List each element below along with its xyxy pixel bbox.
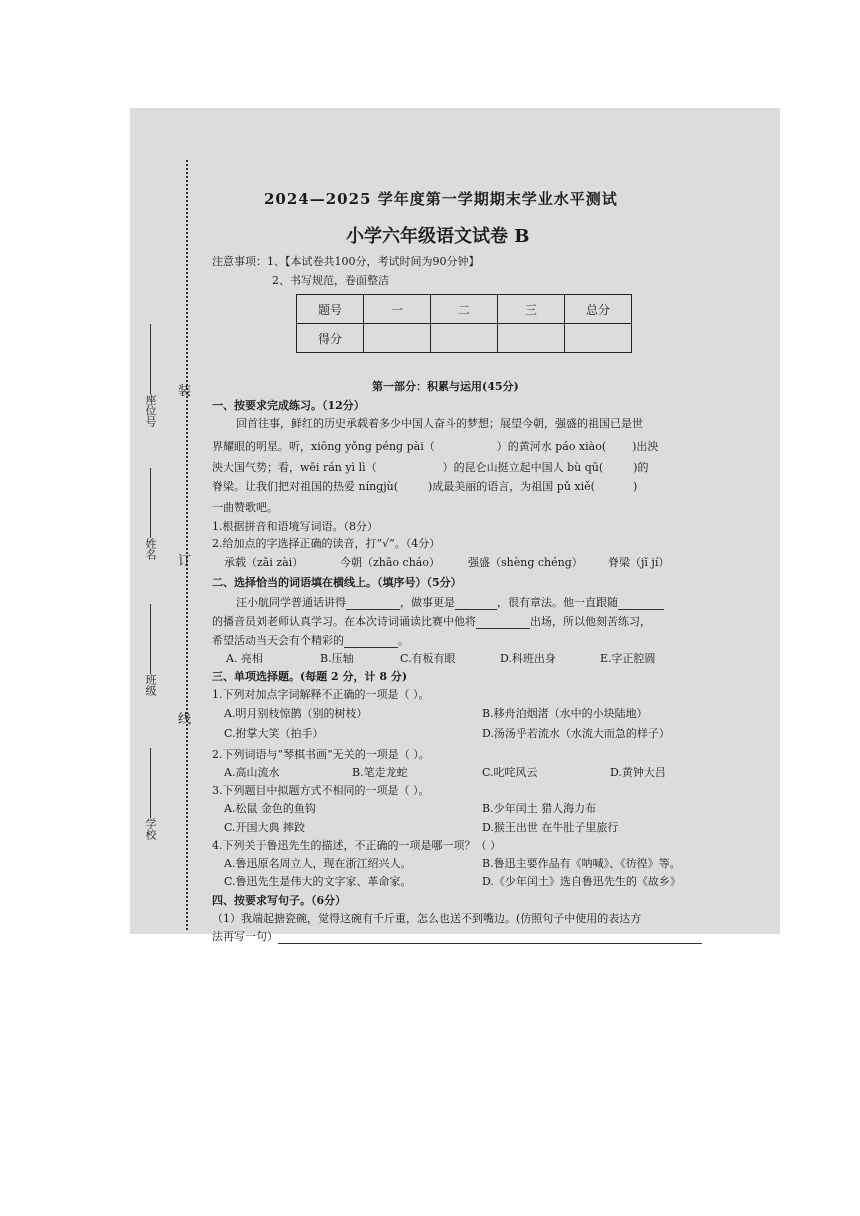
- binding-mark-zhuang: 装: [178, 384, 192, 399]
- q3-question-1: 1.下列对加点字词解释不正确的一项是（ ）。: [212, 688, 430, 701]
- q1-paragraph-line: 一曲赞歌吧。: [212, 501, 278, 514]
- q1-subquestion-2: 2.给加点的字选择正确的读音，打“√”。（4分）: [212, 537, 441, 550]
- q3-option[interactable]: C.鲁迅先生是伟大的文字家、革命家。: [224, 875, 412, 888]
- note-line-2: 2、书写规范，卷面整洁: [272, 274, 389, 287]
- score-cell[interactable]: [498, 324, 565, 353]
- exam-title: 2024—2025 学年度第一学期期末学业水平测试: [264, 190, 618, 208]
- part1-title: 第一部分：积累与运用(45分): [372, 380, 519, 393]
- q3-option[interactable]: C.开国大典 摔跤: [224, 821, 306, 834]
- q2-option: A. 亮相: [226, 652, 263, 665]
- q3-title: 三、单项选择题。(每题 2 分，计 8 分): [212, 670, 408, 683]
- score-table: [296, 294, 632, 353]
- q3-option[interactable]: A.明月别枝惊鹊（别的树枝）: [224, 707, 368, 720]
- q2-option: B.压轴: [320, 652, 354, 665]
- score-header-cell: 三: [498, 295, 565, 324]
- q3-question-2: 2.下列词语与“琴棋书画”无关的一项是（ ）。: [212, 748, 430, 761]
- score-header-cell: 总分: [565, 295, 632, 324]
- q3-option[interactable]: C.叱咤风云: [482, 766, 538, 779]
- q2-line: [212, 613, 651, 629]
- text: ）的黄河水 páo xiào(: [496, 440, 607, 453]
- class-field[interactable]: 班级: [142, 600, 158, 696]
- q3-option[interactable]: B.移舟泊烟渚（水中的小块陆地）: [482, 707, 648, 720]
- q2-option: C.有板有眼: [400, 652, 456, 665]
- q4-prompt-line: [212, 928, 702, 944]
- score-header-cell: 二: [431, 295, 498, 324]
- score-table-header-row: [297, 295, 632, 324]
- q1-paragraph-line: [212, 438, 658, 454]
- text: 脊梁。让我们把对祖国的热爱 níngjù(: [212, 480, 399, 493]
- text: )出泱: [632, 440, 659, 453]
- q2-option: E.字正腔圆: [600, 652, 656, 665]
- q3-option[interactable]: A.鲁迅原名周立人，现在浙江绍兴人。: [224, 857, 412, 870]
- q4-prompt-line: （1）我端起搪瓷碗，觉得这碗有千斤重，怎么也送不到嘴边。(仿照句子中使用的表达方: [212, 912, 642, 925]
- note-line-1: 注意事项：1、【本试卷共100分，考试时间为90分钟】: [212, 255, 480, 268]
- q1-paragraph-line: 回首往事，鲜红的历史承载着多少中国人奋斗的梦想；展望今朝，强盛的祖国已是世: [236, 417, 643, 430]
- answer-blank[interactable]: [455, 609, 497, 610]
- answer-blank[interactable]: [618, 609, 664, 610]
- answer-line[interactable]: [278, 943, 702, 944]
- binding-mark-ding: 订: [178, 554, 192, 569]
- exam-paper: [130, 108, 780, 943]
- text: 界耀眼的明星。听，xiōng yǒng péng pài（: [212, 440, 435, 453]
- text: )的: [633, 461, 649, 474]
- text: ，很有章法。他一直跟随: [497, 596, 618, 609]
- q3-option[interactable]: C.拊掌大笑（拍手）: [224, 727, 324, 740]
- binding-mark-xian: 线: [178, 712, 192, 727]
- text: 出场，所以他刻苦练习，: [530, 615, 651, 628]
- q1-option[interactable]: 强盛（shèng chéng）: [468, 556, 583, 569]
- score-table-score-row: [297, 324, 632, 353]
- q1-paragraph-line: [212, 459, 648, 475]
- q3-question-4: 4.下列关于鲁迅先生的描述，不正确的一项是哪一项？（ ）: [212, 839, 501, 852]
- text: ）的昆仑山挺立起中国人 bù qū(: [442, 461, 604, 474]
- text: )成最美丽的语言，为祖国 pǔ xiě(: [428, 480, 595, 493]
- q3-option[interactable]: B.鲁迅主要作品有《呐喊》、《彷徨》等。: [482, 857, 681, 870]
- q1-subquestion-1: 1.根据拼音和语境写词语。（8分）: [212, 520, 378, 533]
- name-field[interactable]: 姓名: [142, 464, 158, 560]
- q3-option[interactable]: D.黄钟大吕: [610, 766, 666, 779]
- answer-blank[interactable]: [476, 628, 530, 629]
- binding-dotted-line: [186, 160, 188, 930]
- text: 汪小航同学普通话讲得: [236, 596, 346, 609]
- q3-option[interactable]: A.高山流水: [224, 766, 280, 779]
- q1-option[interactable]: 今朝（zhāo cháo）: [340, 556, 440, 569]
- q3-option[interactable]: D.《少年闰土》选自鲁迅先生的《故乡》: [482, 875, 681, 888]
- text: ): [632, 480, 638, 493]
- text: 。: [398, 634, 409, 647]
- q3-option[interactable]: D.汤汤乎若流水（水流大而急的样子）: [482, 727, 670, 740]
- q2-line: [236, 594, 664, 610]
- score-cell[interactable]: [565, 324, 632, 353]
- answer-blank[interactable]: [344, 647, 398, 648]
- q1-paragraph-line: [212, 478, 637, 494]
- q1-title: 一、按要求完成练习。（12分）: [212, 399, 365, 412]
- q2-option: D.科班出身: [500, 652, 556, 665]
- seat-number-field[interactable]: 座位号: [142, 320, 158, 427]
- q1-option[interactable]: 承载（zǎi zài）: [224, 556, 304, 569]
- q2-title: 二、选择恰当的词语填在横线上。（填序号）（5分）: [212, 576, 462, 589]
- q2-line: [212, 632, 409, 648]
- score-cell[interactable]: [431, 324, 498, 353]
- score-cell[interactable]: [364, 324, 431, 353]
- text: ，做事更是: [400, 596, 455, 609]
- q4-title: 四、按要求写句子。（6分）: [212, 894, 347, 907]
- text: 泱大国气势；看，wēi rán yì lì（: [212, 461, 377, 474]
- score-header-cell: 题号: [297, 295, 364, 324]
- q3-question-3: 3.下列题目中拟题方式不相同的一项是（ ）。: [212, 784, 430, 797]
- q1-option[interactable]: 脊梁（jǐ jí）: [608, 556, 670, 569]
- exam-subtitle: 小学六年级语文试卷 B: [346, 226, 530, 247]
- q3-option[interactable]: B.笔走龙蛇: [352, 766, 408, 779]
- score-label-cell: 得分: [297, 324, 364, 353]
- answer-blank[interactable]: [346, 609, 400, 610]
- text: 希望活动当天会有个精彩的: [212, 634, 344, 647]
- q3-option[interactable]: B.少年闰土 猎人海力布: [482, 802, 597, 815]
- text: 法再写一句）: [212, 930, 278, 943]
- q3-option[interactable]: A.松鼠 金色的鱼钩: [224, 802, 316, 815]
- text: 的播音员刘老师认真学习。在本次诗词诵读比赛中他将: [212, 615, 476, 628]
- q3-option[interactable]: D.猴王出世 在牛肚子里旅行: [482, 821, 619, 834]
- school-field[interactable]: 学校: [142, 744, 158, 840]
- score-header-cell: 一: [364, 295, 431, 324]
